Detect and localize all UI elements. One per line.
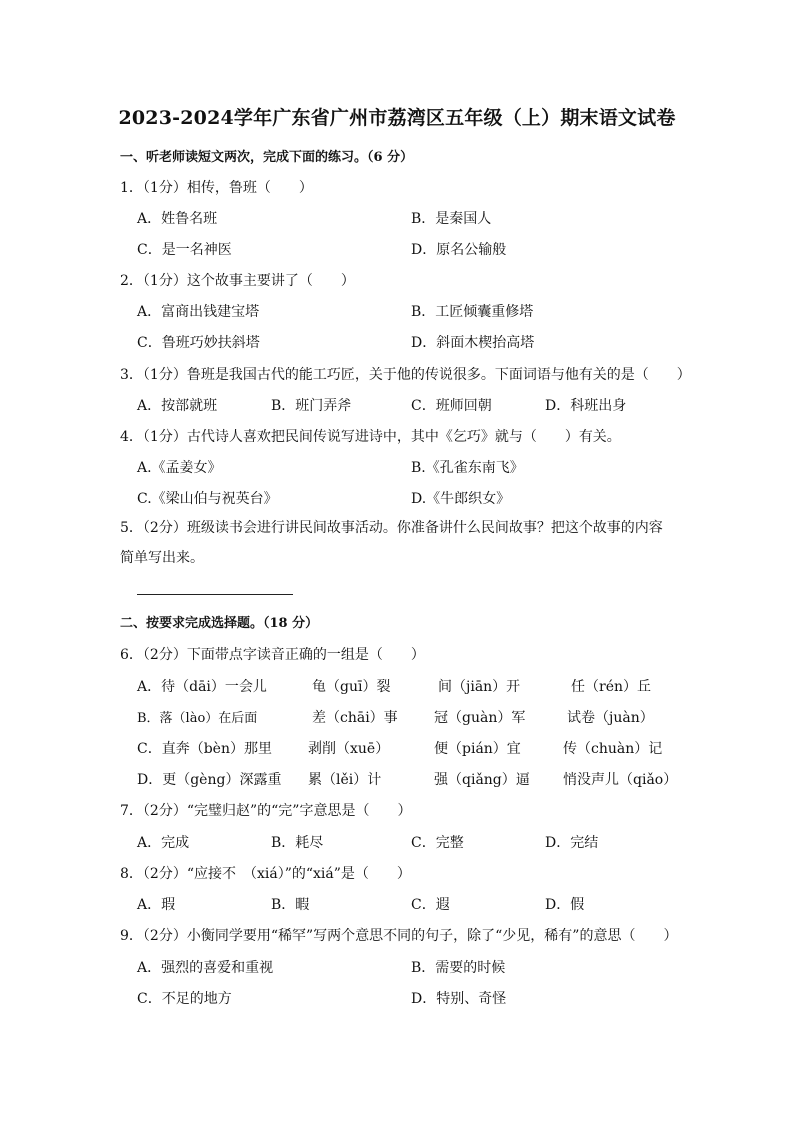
question-7-option-b: B．耗尽 [271, 835, 324, 851]
question-6-row-c-item-3: 便（pián）宜 [434, 741, 521, 757]
exam-title: 2023-2024学年广东省广州市荔湾区五年级（上）期末语文试卷 [118, 107, 676, 129]
question-6-row-a-item-3: 间（jiān）开 [438, 679, 521, 695]
question-3-option-c: C．班师回朝 [411, 398, 492, 414]
question-2-option-a: A．富商出钱建宝塔 [137, 304, 260, 320]
question-9-option-b: B．需要的时候 [411, 960, 506, 976]
question-4-stem: 4．（1分）古代诗人喜欢把民间传说写进诗中，其中《乞巧》就与（ ）有关。 [120, 429, 621, 445]
question-4-option-a: A.《孟姜女》 [137, 460, 222, 476]
question-6-row-b-item-3: 冠（guàn）军 [434, 710, 526, 726]
question-8-option-c: C．遐 [411, 897, 450, 913]
question-6-row-b-item-2: 差（chāi）事 [312, 710, 398, 726]
section-heading-2: 二、按要求完成选择题。（18 分） [120, 616, 319, 631]
answer-blank-line [137, 594, 293, 595]
question-1-option-b: B．是秦国人 [411, 211, 492, 227]
question-1-option-a: A．姓鲁名班 [137, 211, 218, 227]
question-3-option-d: D．科班出身 [545, 398, 627, 414]
question-4-option-c: C.《梁山伯与祝英台》 [137, 491, 278, 507]
question-6-row-b-item-4: 试卷（juàn） [567, 710, 654, 726]
question-9-stem: 9．（2分）小衡同学要用“稀罕”写两个意思不同的句子，除了“少见，稀有”的意思（ ） [120, 928, 678, 944]
question-6-stem: 6．（2分）下面带点字读音正确的一组是（ ） [120, 647, 425, 663]
question-6-row-d-item-4: 悄没声儿（qiǎo） [563, 772, 678, 788]
question-9-option-c: C．不足的地方 [137, 991, 232, 1007]
question-4-option-d: D.《牛郎织女》 [411, 491, 511, 507]
question-1-option-d: D．原名公输般 [411, 242, 507, 258]
question-6-row-c-item-2: 剥削（xuē） [308, 741, 390, 757]
question-6-row-c-item-4: 传（chuàn）记 [563, 741, 663, 757]
question-8-stem: 8．（2分）“应接不 （xiá）”的“xiá”是（ ） [120, 866, 411, 882]
question-6-row-c-item-1: C．直奔（bèn）那里 [137, 741, 272, 757]
question-1-stem: 1．（1分）相传，鲁班（ ） [120, 180, 313, 196]
question-5-stem: 5．（2分）班级读书会进行讲民间故事活动。你准备讲什么民间故事？把这个故事的内容简单写出来。 [120, 520, 663, 566]
question-7-option-a: A．完成 [137, 835, 190, 851]
question-9-option-d: D．特别、奇怪 [411, 991, 507, 1007]
question-2-stem: 2．（1分）这个故事主要讲了（ ） [120, 273, 355, 289]
question-2-option-b: B．工匠倾囊重修塔 [411, 304, 534, 320]
question-8-option-d: D．假 [545, 897, 585, 913]
question-6-row-a-item-1: A．待（dāi）一会儿 [137, 679, 267, 695]
question-4-option-b: B.《孔雀东南飞》 [411, 460, 524, 476]
question-6-row-d-item-2: 累（lěi）计 [308, 772, 382, 788]
question-9-option-a: A．强烈的喜爱和重视 [137, 960, 274, 976]
question-7-option-d: D．完结 [545, 835, 599, 851]
question-6-row-a-item-4: 任（rén）丘 [571, 679, 651, 695]
question-2-option-d: D．斜面木楔抬高塔 [411, 335, 535, 351]
question-7-option-c: C．完整 [411, 835, 464, 851]
question-6-row-d-item-1: D．更（gèng）深露重 [137, 772, 282, 788]
question-7-stem: 7．（2分）“完璧归赵”的“完”字意思是（ ） [120, 803, 412, 819]
question-6-row-b-item-1: B．落（lào）在后面 [137, 711, 258, 726]
question-8-option-b: B．暇 [271, 897, 310, 913]
question-3-option-a: A．按部就班 [137, 398, 218, 414]
section-heading-1: 一、听老师读短文两次，完成下面的练习。（6 分） [120, 150, 414, 165]
question-3-stem: 3．（1分）鲁班是我国古代的能工巧匠，关于他的传说很多。下面词语与他有关的是（ ） [120, 367, 691, 383]
question-8-option-a: A．瑕 [137, 897, 176, 913]
question-3-option-b: B．班门弄斧 [271, 398, 352, 414]
question-6-row-a-item-2: 龟（guī）裂 [312, 679, 391, 695]
question-2-option-c: C．鲁班巧妙扶斜塔 [137, 335, 260, 351]
question-6-row-d-item-3: 强（qiǎng）逼 [434, 772, 530, 788]
question-1-option-c: C．是一名神医 [137, 242, 232, 258]
